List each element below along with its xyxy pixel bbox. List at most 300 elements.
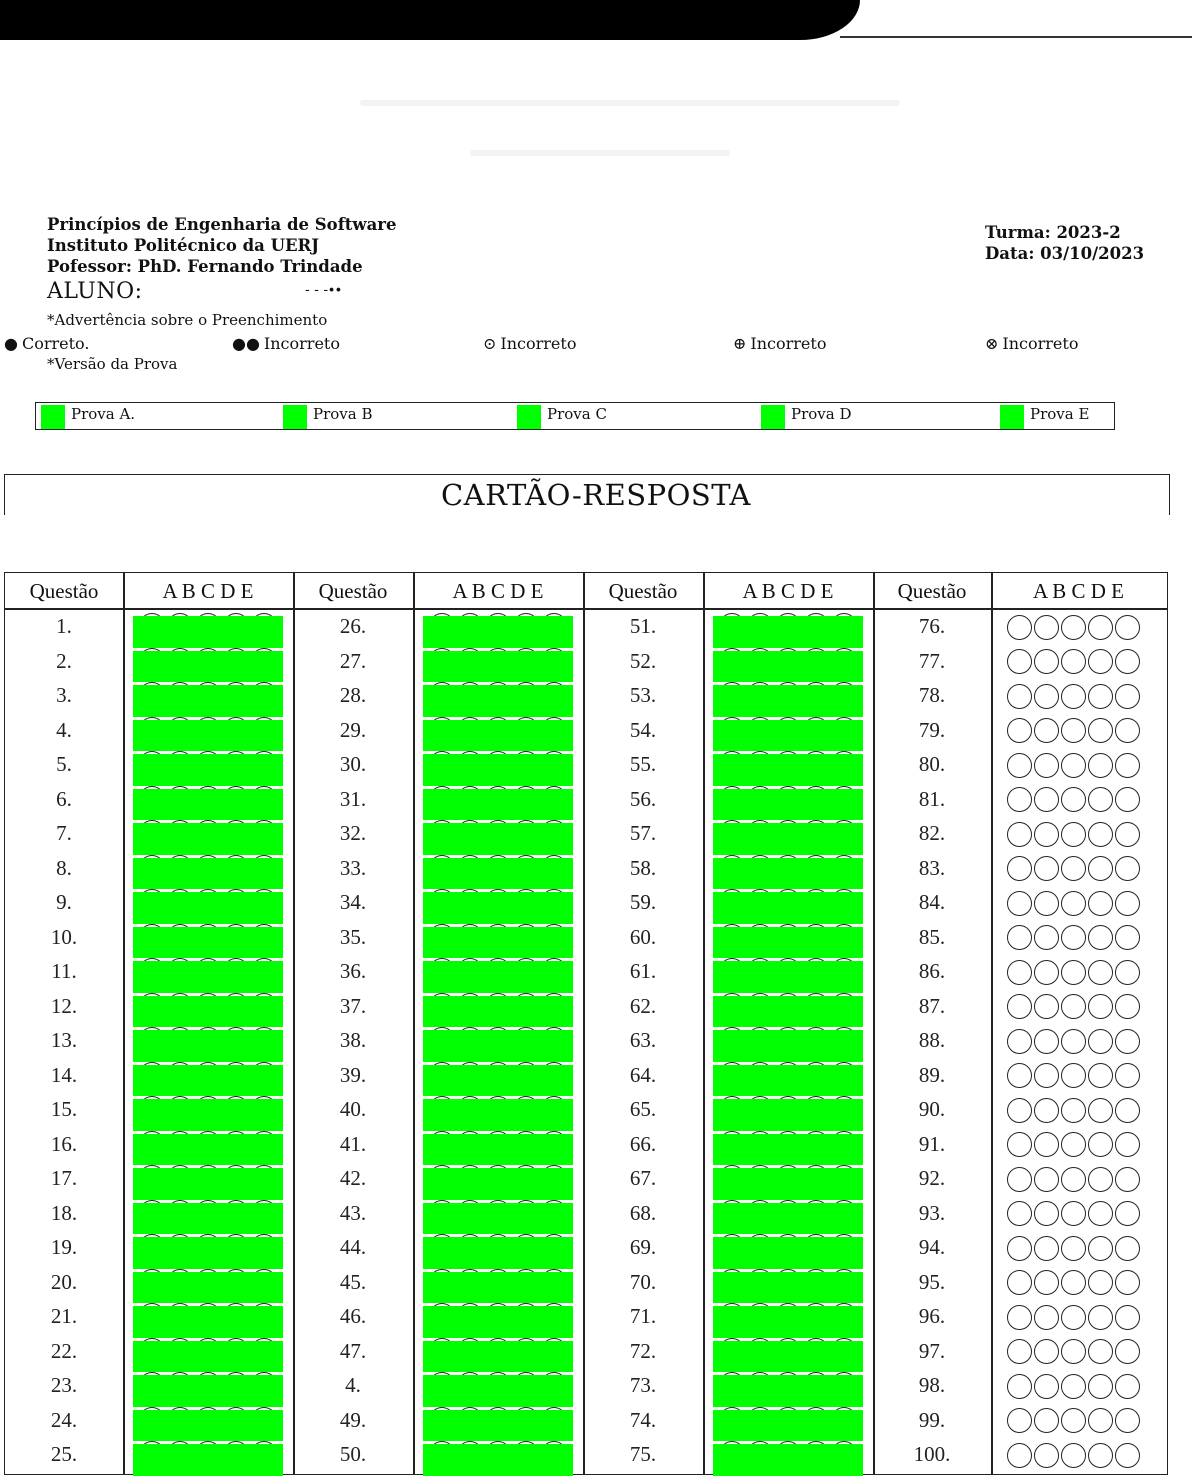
answer-bubble-a[interactable] <box>1007 856 1032 881</box>
answer-bubble-a[interactable] <box>1007 649 1032 674</box>
answer-bubble-d[interactable] <box>1088 1063 1113 1088</box>
answer-bubble-e[interactable] <box>1115 1236 1140 1261</box>
column-header-questao: Questão <box>897 579 967 603</box>
column-divider <box>123 573 125 1474</box>
answer-bubble-a[interactable] <box>1007 1305 1032 1330</box>
redacted-answer <box>133 1272 283 1304</box>
answer-bubble-d[interactable] <box>1088 787 1113 812</box>
answer-bubble-a[interactable] <box>1007 787 1032 812</box>
answer-bubble-d[interactable] <box>1088 856 1113 881</box>
filled-circle-icon: ● <box>4 334 18 353</box>
answer-bubble-c[interactable] <box>1061 822 1086 847</box>
question-number: 86. <box>918 959 946 983</box>
answer-bubble-a[interactable] <box>1007 1270 1032 1295</box>
answer-bubble-d[interactable] <box>1088 1443 1113 1468</box>
answer-bubble-c[interactable] <box>1061 1305 1086 1330</box>
question-number: 11. <box>51 959 77 983</box>
question-number: 10. <box>50 924 78 949</box>
column-header-questao: Questão <box>29 579 99 603</box>
answer-bubble-d[interactable] <box>1088 615 1113 640</box>
redacted-answer <box>133 616 283 648</box>
answer-bubble-e[interactable] <box>1115 1029 1140 1054</box>
answer-bubbles <box>1007 1128 1142 1163</box>
redacted-answer <box>423 1168 573 1200</box>
answer-bubbles <box>1007 610 1142 645</box>
question-number: 38. <box>339 1028 367 1052</box>
answer-bubble-b[interactable] <box>1034 822 1059 847</box>
redacted-answer <box>133 1410 283 1442</box>
redacted-answer <box>423 1444 573 1476</box>
answer-bubble-e[interactable] <box>1115 891 1140 916</box>
column-header-options: A B C D E <box>452 579 544 603</box>
redacted-answer <box>133 720 283 752</box>
scan-edge-line <box>840 36 1192 38</box>
question-number: 96. <box>918 1304 946 1328</box>
answer-bubble-a[interactable] <box>1007 1374 1032 1399</box>
redacted-answer <box>423 720 573 752</box>
question-number: 1. <box>56 614 72 638</box>
answer-bubble-e[interactable] <box>1115 1167 1140 1192</box>
redaction-mark <box>283 405 307 429</box>
redacted-answer <box>713 1306 863 1338</box>
question-number: 47. <box>339 1338 367 1363</box>
answer-bubble-b[interactable] <box>1034 1374 1059 1399</box>
answer-bubble-b[interactable] <box>1034 1236 1059 1261</box>
answer-bubbles <box>1007 1059 1142 1094</box>
redacted-answer <box>713 823 863 855</box>
answer-bubble-a[interactable] <box>1007 1201 1032 1226</box>
question-number: 23. <box>50 1373 78 1397</box>
redacted-answer <box>713 754 863 786</box>
answer-bubble-a[interactable] <box>1007 1236 1032 1261</box>
redacted-answer <box>713 961 863 993</box>
redacted-answer <box>713 651 863 683</box>
question-number: 12. <box>50 993 78 1018</box>
answer-bubble-a[interactable] <box>1007 1063 1032 1088</box>
answer-bubbles <box>1007 783 1142 818</box>
answer-bubble-b[interactable] <box>1034 718 1059 743</box>
redacted-answer <box>423 1065 573 1097</box>
answer-bubble-c[interactable] <box>1061 925 1086 950</box>
question-number: 26. <box>339 614 367 638</box>
redacted-answer <box>713 1272 863 1304</box>
answer-bubble-b[interactable] <box>1034 1201 1059 1226</box>
answer-bubble-a[interactable] <box>1007 925 1032 950</box>
answer-bubble-b[interactable] <box>1034 856 1059 881</box>
redacted-answer <box>133 927 283 959</box>
redacted-answer <box>423 754 573 786</box>
question-number: 4. <box>56 717 72 742</box>
answer-bubbles <box>1007 1404 1142 1439</box>
redacted-answer <box>133 1030 283 1062</box>
version-title: *Versão da Prova <box>47 355 178 373</box>
question-number: 40. <box>339 1097 367 1121</box>
fill-warning-title: *Advertência sobre o Preenchimento <box>47 311 328 329</box>
student-name-field[interactable]: - - -∙∙ <box>305 282 342 298</box>
question-number: 28. <box>339 683 367 707</box>
answer-bubble-a[interactable] <box>1007 1339 1032 1364</box>
question-number: 22. <box>50 1338 78 1363</box>
answer-bubble-c[interactable] <box>1061 994 1086 1019</box>
professor-name: Pofessor: PhD. Fernando Trindade <box>47 257 363 276</box>
legend-cross <box>985 334 1078 353</box>
question-number: 52. <box>629 648 657 673</box>
redacted-answer <box>133 1375 283 1407</box>
question-number: 65. <box>629 1097 657 1121</box>
answer-bubble-e[interactable] <box>1115 1270 1140 1295</box>
answer-bubble-e[interactable] <box>1115 994 1140 1019</box>
question-number: 82. <box>918 821 946 845</box>
answer-bubble-b[interactable] <box>1034 1408 1059 1433</box>
question-number: 60. <box>629 924 657 949</box>
answer-bubble-c[interactable] <box>1061 1408 1086 1433</box>
answer-bubbles <box>1007 955 1142 990</box>
question-number: 57. <box>629 821 657 845</box>
question-number: 36. <box>339 959 367 983</box>
answer-bubble-a[interactable] <box>1007 615 1032 640</box>
answer-bubble-a[interactable] <box>1007 1029 1032 1054</box>
redacted-answer <box>133 1237 283 1269</box>
answer-bubble-b[interactable] <box>1034 1029 1059 1054</box>
answer-bubble-e[interactable] <box>1115 787 1140 812</box>
answer-bubble-b[interactable] <box>1034 925 1059 950</box>
question-number: 75. <box>629 1442 657 1466</box>
legend-label: Incorreto <box>263 334 340 353</box>
answer-bubble-e[interactable] <box>1115 1408 1140 1433</box>
redacted-answer <box>133 651 283 683</box>
answer-bubble-c[interactable] <box>1061 1339 1086 1364</box>
question-number: 4. <box>345 1373 361 1397</box>
question-number: 70. <box>629 1269 657 1294</box>
answer-bubble-c[interactable] <box>1061 1374 1086 1399</box>
version-label: Prova C <box>547 405 607 423</box>
answer-bubble-e[interactable] <box>1115 1374 1140 1399</box>
answer-bubble-e[interactable] <box>1115 718 1140 743</box>
answer-bubble-c[interactable] <box>1061 891 1086 916</box>
answer-bubbles <box>1007 1266 1142 1301</box>
answer-bubble-b[interactable] <box>1034 891 1059 916</box>
answer-bubble-a[interactable] <box>1007 1098 1032 1123</box>
answer-bubble-d[interactable] <box>1088 1098 1113 1123</box>
question-number: 66. <box>629 1131 657 1156</box>
answer-bubble-d[interactable] <box>1088 925 1113 950</box>
question-number: 5. <box>56 752 72 776</box>
answer-bubble-e[interactable] <box>1115 1132 1140 1157</box>
turma: Turma: 2023-2 <box>985 223 1121 242</box>
version-label: Prova D <box>791 405 852 423</box>
question-number: 35. <box>339 924 367 949</box>
answer-bubble-b[interactable] <box>1034 960 1059 985</box>
answer-bubble-d[interactable] <box>1088 994 1113 1019</box>
redaction-mark <box>41 405 65 429</box>
redacted-answer <box>133 1444 283 1476</box>
column-header-questao: Questão <box>318 579 388 603</box>
question-number: 59. <box>629 890 657 914</box>
redacted-answer <box>713 892 863 924</box>
answer-bubble-c[interactable] <box>1061 960 1086 985</box>
answer-bubble-b[interactable] <box>1034 753 1059 778</box>
question-number: 98. <box>918 1373 946 1397</box>
question-number: 55. <box>629 752 657 776</box>
answer-bubbles <box>1007 852 1142 887</box>
question-number: 44. <box>339 1235 367 1259</box>
answer-bubble-a[interactable] <box>1007 960 1032 985</box>
question-number: 71. <box>629 1304 657 1328</box>
redacted-answer <box>423 1410 573 1442</box>
redacted-answer <box>423 685 573 717</box>
redacted-answer <box>423 823 573 855</box>
question-number: 30. <box>339 752 367 776</box>
answer-bubble-c[interactable] <box>1061 684 1086 709</box>
question-number: 76. <box>918 614 946 638</box>
redacted-answer <box>423 858 573 890</box>
question-number: 18. <box>50 1200 78 1225</box>
answer-bubble-a[interactable] <box>1007 718 1032 743</box>
answer-bubble-d[interactable] <box>1088 1408 1113 1433</box>
redacted-answer <box>133 892 283 924</box>
answer-bubble-b[interactable] <box>1034 1098 1059 1123</box>
student-label: ALUNO: <box>47 279 143 304</box>
course-name: Princípios de Engenharia de Software <box>47 215 397 234</box>
answer-bubble-d[interactable] <box>1088 1374 1113 1399</box>
answer-bubble-a[interactable] <box>1007 1167 1032 1192</box>
column-header-options: A B C D E <box>1032 579 1124 603</box>
answer-bubble-e[interactable] <box>1115 1305 1140 1330</box>
redacted-answer <box>133 1099 283 1131</box>
question-number: 21. <box>50 1304 78 1328</box>
question-number: 69. <box>629 1235 657 1259</box>
redacted-answer <box>713 1444 863 1476</box>
answer-bubble-c[interactable] <box>1061 649 1086 674</box>
redacted-answer <box>713 1341 863 1373</box>
answer-bubble-d[interactable] <box>1088 684 1113 709</box>
redacted-answer <box>713 1410 863 1442</box>
redacted-answer <box>133 1341 283 1373</box>
answer-bubble-c[interactable] <box>1061 1270 1086 1295</box>
answer-bubble-d[interactable] <box>1088 1029 1113 1054</box>
redacted-answer <box>713 996 863 1028</box>
question-number: 33. <box>339 855 367 880</box>
legend-double <box>232 334 340 353</box>
redacted-answer <box>713 1375 863 1407</box>
answer-bubble-d[interactable] <box>1088 1201 1113 1226</box>
answer-bubble-d[interactable] <box>1088 753 1113 778</box>
answer-bubble-d[interactable] <box>1088 1339 1113 1364</box>
answer-bubble-e[interactable] <box>1115 1098 1140 1123</box>
question-number: 80. <box>918 752 946 776</box>
answer-bubble-b[interactable] <box>1034 684 1059 709</box>
answer-bubbles <box>1007 1438 1142 1473</box>
answer-bubble-d[interactable] <box>1088 1132 1113 1157</box>
question-number: 16. <box>50 1131 78 1156</box>
redacted-answer <box>423 1341 573 1373</box>
version-label: Prova A. <box>71 405 136 423</box>
question-number: 34. <box>339 890 367 914</box>
question-number: 7. <box>56 821 72 845</box>
answer-bubble-c[interactable] <box>1061 1236 1086 1261</box>
answer-bubble-c[interactable] <box>1061 615 1086 640</box>
answer-bubble-e[interactable] <box>1115 856 1140 881</box>
answer-bubble-c[interactable] <box>1061 856 1086 881</box>
answer-bubble-b[interactable] <box>1034 1305 1059 1330</box>
answer-bubbles <box>1007 1300 1142 1335</box>
answer-bubbles <box>1007 1335 1142 1370</box>
question-number: 67. <box>629 1166 657 1190</box>
answer-bubble-c[interactable] <box>1061 1098 1086 1123</box>
redacted-answer <box>713 1237 863 1269</box>
answer-bubble-c[interactable] <box>1061 1201 1086 1226</box>
answer-bubble-e[interactable] <box>1115 925 1140 950</box>
answer-bubble-a[interactable] <box>1007 684 1032 709</box>
question-number: 85. <box>918 924 946 949</box>
answer-bubble-b[interactable] <box>1034 1339 1059 1364</box>
question-number: 77. <box>918 648 946 673</box>
answer-bubble-b[interactable] <box>1034 787 1059 812</box>
redacted-answer <box>713 685 863 717</box>
answer-bubble-e[interactable] <box>1115 615 1140 640</box>
answer-bubble-e[interactable] <box>1115 1201 1140 1226</box>
answer-bubble-c[interactable] <box>1061 1167 1086 1192</box>
answer-bubble-a[interactable] <box>1007 994 1032 1019</box>
answer-bubble-d[interactable] <box>1088 649 1113 674</box>
question-number: 25. <box>50 1442 78 1466</box>
scan-top-edge <box>0 0 1192 40</box>
question-number: 50. <box>339 1442 367 1466</box>
answer-bubble-c[interactable] <box>1061 1443 1086 1468</box>
redacted-answer <box>133 858 283 890</box>
answer-bubble-b[interactable] <box>1034 615 1059 640</box>
answer-bubble-d[interactable] <box>1088 891 1113 916</box>
answer-bubbles <box>1007 748 1142 783</box>
answer-bubble-e[interactable] <box>1115 1443 1140 1468</box>
column-header-options: A B C D E <box>742 579 834 603</box>
question-number: 24. <box>50 1407 78 1432</box>
answer-bubbles <box>1007 886 1142 921</box>
scan-bleed-through <box>470 150 730 156</box>
answer-bubble-e[interactable] <box>1115 1063 1140 1088</box>
redacted-answer <box>423 1272 573 1304</box>
question-number: 14. <box>50 1062 78 1087</box>
answer-bubble-e[interactable] <box>1115 822 1140 847</box>
institute-name: Instituto Politécnico da UERJ <box>47 236 320 255</box>
redacted-answer <box>423 616 573 648</box>
legend-plus <box>733 334 826 353</box>
course-header <box>47 214 397 277</box>
answer-bubble-a[interactable] <box>1007 753 1032 778</box>
answer-bubble-e[interactable] <box>1115 753 1140 778</box>
answer-bubble-e[interactable] <box>1115 649 1140 674</box>
column-header-options: A B C D E <box>162 579 254 603</box>
question-number: 100. <box>913 1442 951 1466</box>
answer-bubble-b[interactable] <box>1034 1270 1059 1295</box>
question-number: 94. <box>918 1235 946 1259</box>
answer-bubble-a[interactable] <box>1007 1408 1032 1433</box>
answer-bubbles <box>1007 645 1142 680</box>
redacted-answer <box>713 1203 863 1235</box>
question-number: 87. <box>918 993 946 1018</box>
legend-dot <box>483 334 576 353</box>
redacted-answer <box>423 996 573 1028</box>
answer-bubble-a[interactable] <box>1007 822 1032 847</box>
answer-bubble-e[interactable] <box>1115 960 1140 985</box>
redacted-answer <box>423 892 573 924</box>
question-number: 78. <box>918 683 946 707</box>
exam-date: Data: 03/10/2023 <box>985 244 1145 263</box>
question-number: 84. <box>918 890 946 914</box>
answer-bubble-a[interactable] <box>1007 891 1032 916</box>
legend-label: Incorreto <box>750 334 827 353</box>
redacted-answer <box>133 685 283 717</box>
redacted-answer <box>423 1099 573 1131</box>
answer-bubble-c[interactable] <box>1061 718 1086 743</box>
answer-bubble-b[interactable] <box>1034 1167 1059 1192</box>
answer-bubble-c[interactable] <box>1061 787 1086 812</box>
answer-bubble-d[interactable] <box>1088 718 1113 743</box>
answer-bubble-b[interactable] <box>1034 1443 1059 1468</box>
answer-bubble-b[interactable] <box>1034 649 1059 674</box>
column-divider <box>703 573 705 1474</box>
answer-bubble-d[interactable] <box>1088 1305 1113 1330</box>
version-label: Prova B <box>313 405 373 423</box>
answer-bubble-c[interactable] <box>1061 753 1086 778</box>
answer-bubbles <box>1007 1024 1142 1059</box>
answer-bubble-c[interactable] <box>1061 1063 1086 1088</box>
redacted-answer <box>713 1030 863 1062</box>
answer-bubble-d[interactable] <box>1088 1236 1113 1261</box>
answer-bubble-d[interactable] <box>1088 822 1113 847</box>
question-number: 97. <box>918 1338 946 1363</box>
answer-bubble-d[interactable] <box>1088 1270 1113 1295</box>
redacted-answer <box>423 1237 573 1269</box>
redacted-answer <box>133 1134 283 1166</box>
column-divider <box>991 573 993 1474</box>
answer-bubble-c[interactable] <box>1061 1029 1086 1054</box>
answer-bubble-b[interactable] <box>1034 994 1059 1019</box>
circle-plus-icon: ⊕ <box>733 334 747 353</box>
redacted-answer <box>423 1134 573 1166</box>
question-number: 73. <box>629 1373 657 1397</box>
answer-bubble-d[interactable] <box>1088 960 1113 985</box>
redacted-answer <box>423 961 573 993</box>
double-circle-icon: ●● <box>232 334 260 353</box>
question-number: 53. <box>629 683 657 707</box>
redacted-answer <box>713 1065 863 1097</box>
answer-bubbles <box>1007 817 1142 852</box>
answer-bubbles <box>1007 679 1142 714</box>
question-number: 29. <box>339 717 367 742</box>
answer-bubble-c[interactable] <box>1061 1132 1086 1157</box>
answer-bubble-b[interactable] <box>1034 1063 1059 1088</box>
question-number: 95. <box>918 1269 946 1294</box>
answer-bubbles <box>1007 1231 1142 1266</box>
question-number: 58. <box>629 855 657 880</box>
answer-bubbles <box>1007 1162 1142 1197</box>
answer-bubble-a[interactable] <box>1007 1443 1032 1468</box>
answer-bubble-d[interactable] <box>1088 1167 1113 1192</box>
column-divider <box>413 573 415 1474</box>
redacted-answer <box>713 858 863 890</box>
circle-cross-icon: ⊗ <box>985 334 999 353</box>
question-number: 54. <box>629 717 657 742</box>
redacted-answer <box>133 789 283 821</box>
redacted-answer <box>423 1030 573 1062</box>
question-number: 92. <box>918 1166 946 1190</box>
answer-bubble-e[interactable] <box>1115 1339 1140 1364</box>
answer-bubble-b[interactable] <box>1034 1132 1059 1157</box>
answer-bubble-a[interactable] <box>1007 1132 1032 1157</box>
answer-bubble-e[interactable] <box>1115 684 1140 709</box>
answer-bubbles <box>1007 921 1142 956</box>
